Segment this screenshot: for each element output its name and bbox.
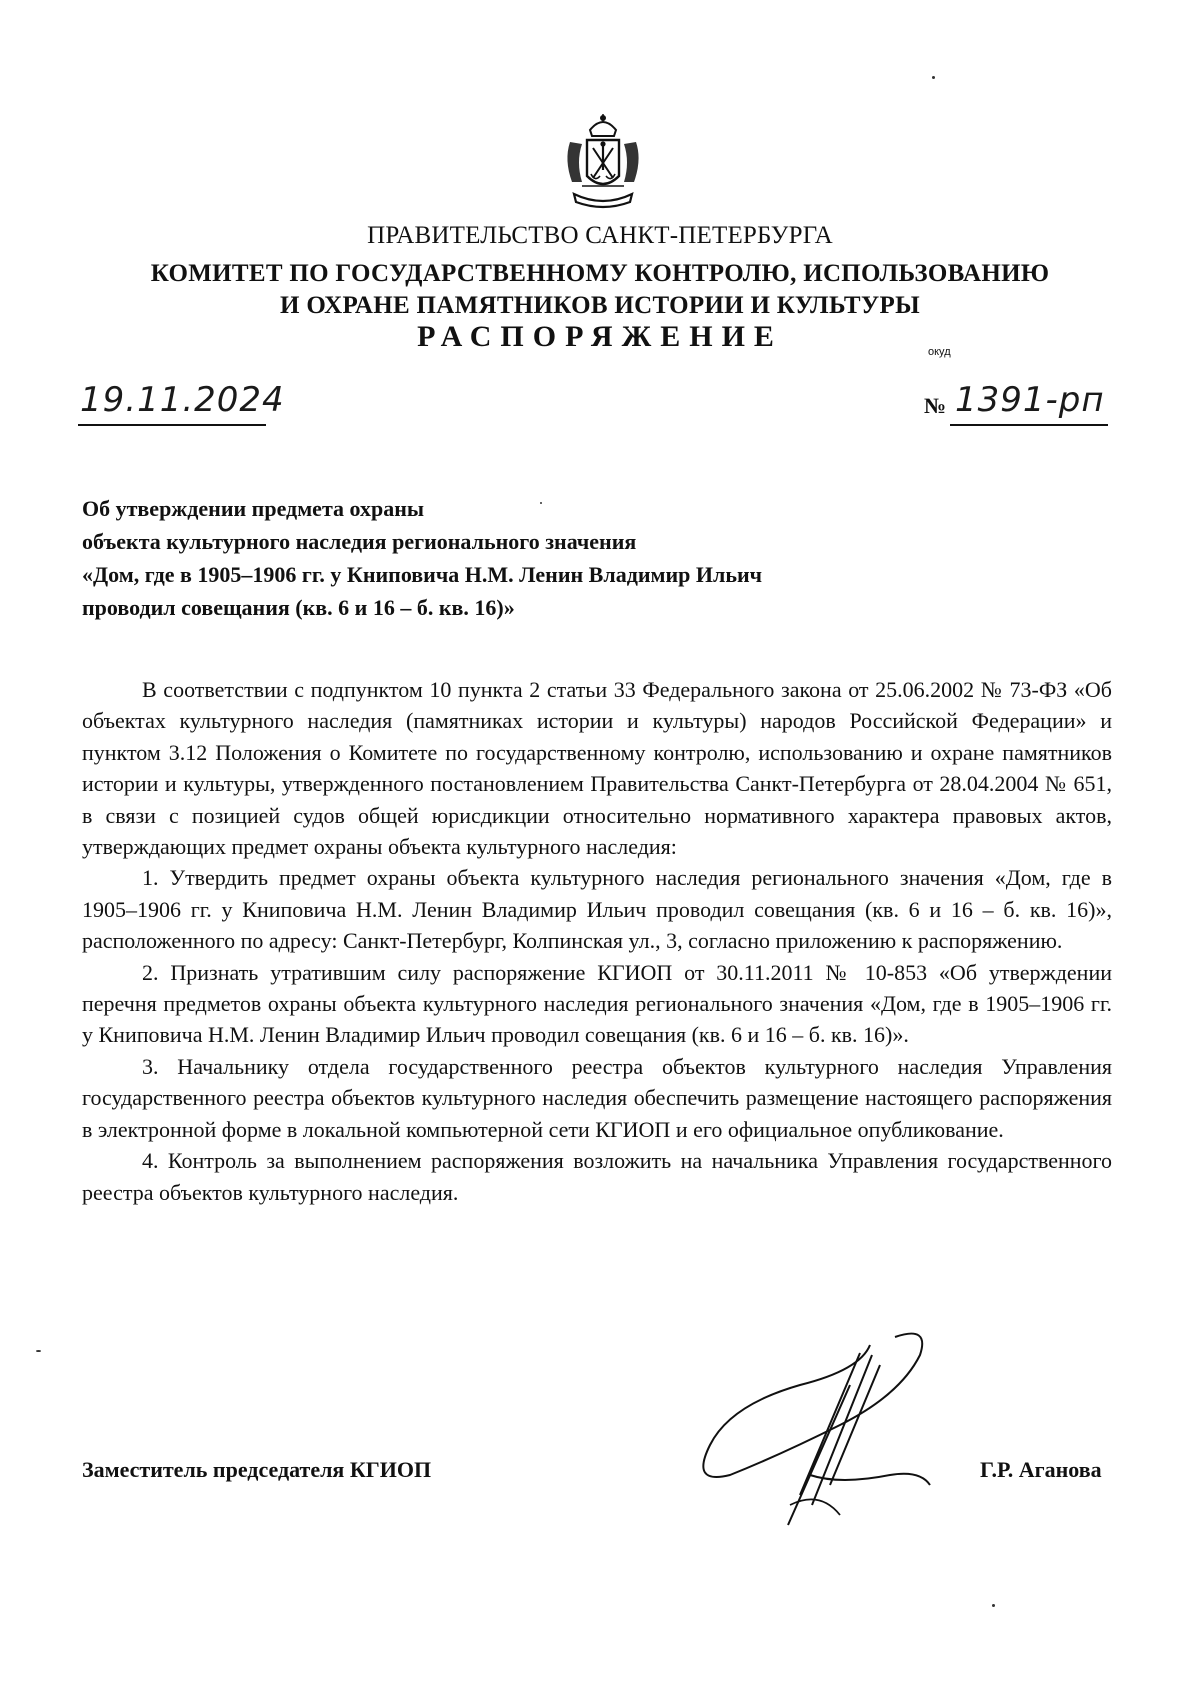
scan-speck <box>932 76 935 79</box>
document-body <box>82 674 1112 1208</box>
committee-name-line-2: И ОХРАНЕ ПАМЯТНИКОВ ИСТОРИИ И КУЛЬТУРЫ <box>280 292 920 319</box>
order-item-3: 3. Начальнику отдела государственного реестра объектов культурного наследия Управления государственного реестра объектов культурного наследия обеспечить размещение настоящего распоряжения в электронной форме в локальной компьютерной сети КГИОП и его официальное опубликование. <box>82 1053 1112 1142</box>
registration-number: 1391-рп <box>955 380 1105 420</box>
coat-of-arms-icon <box>560 112 646 212</box>
okud-label: окуд <box>928 346 951 358</box>
date-underline <box>78 424 266 426</box>
order-item-2: 2. Признать утратившим силу распоряжение КГИОП от 30.11.2011 № 10-853 «Об утверждении перечня предметов охраны объекта культурного наследия регионального значения «Дом, где в 1905–1906 гг. у Книповича Н.М. Ленин Владимир Ильич проводил совещания (кв. 6 и 16 – б. кв. 16)». <box>82 959 1112 1048</box>
registration-date: 19.11.2024 <box>80 380 285 420</box>
signer-position: Заместитель председателя КГИОП <box>82 1457 432 1482</box>
order-item-1: 1. Утвердить предмет охраны объекта культурного наследия регионального значения «Дом, где в 1905–1906 гг. у Книповича Н.М. Ленин Владимир Ильич проводил совещания (кв. 6 и 16 – б. кв. 16)», расположенного по адресу: Санкт-Петербург, Колпинская ул., 3, согласно приложению к распоряжению. <box>82 865 1112 954</box>
preamble-paragraph: В соответствии с подпунктом 10 пункта 2 статьи 33 Федерального закона от 25.06.2002 № 73-ФЗ «Об объектах культурного наследия (памятниках истории и культуры) народов Российской Федерации» и пунктом 3.12 Положения о Комитете по государственному контролю, использованию и охране памятников истории и культуры, утвержденного постановлением Правительства Санкт-Петербурга от 28.04.2004 № 651, в связи с позицией судов общей юрисдикции относительно нормативного характера правовых актов, утверждающих предмет охраны объекта культурного наследия: <box>82 677 1112 860</box>
subject-line: «Дом, где в 1905–1906 гг. у Книповича Н.М. Ленин Владимир Ильич <box>82 562 763 587</box>
number-underline <box>950 424 1108 426</box>
scan-speck <box>992 1604 995 1607</box>
number-sign: № <box>924 393 947 418</box>
handwritten-signature-icon <box>690 1325 940 1535</box>
document-subject <box>82 492 882 624</box>
scan-speck <box>540 502 542 504</box>
government-name: ПРАВИТЕЛЬСТВО САНКТ-ПЕТЕРБУРГА <box>367 222 833 249</box>
scan-speck <box>36 1350 41 1352</box>
subject-line: Об утверждении предмета охраны <box>82 496 425 521</box>
signer-name: Г.Р. Аганова <box>980 1457 1102 1482</box>
document-type-title: РАСПОРЯЖЕНИЕ <box>417 320 783 353</box>
order-item-4: 4. Контроль за выполнением распоряжения возложить на начальника Управления государственного реестра объектов культурного наследия. <box>82 1148 1112 1205</box>
committee-name-line-1: КОМИТЕТ ПО ГОСУДАРСТВЕННОМУ КОНТРОЛЮ, ИСПОЛЬЗОВАНИЮ <box>150 260 1050 287</box>
subject-line: проводил совещания (кв. 6 и 16 – б. кв. 16)» <box>82 595 515 620</box>
subject-line: объекта культурного наследия регионального значения <box>82 529 637 554</box>
